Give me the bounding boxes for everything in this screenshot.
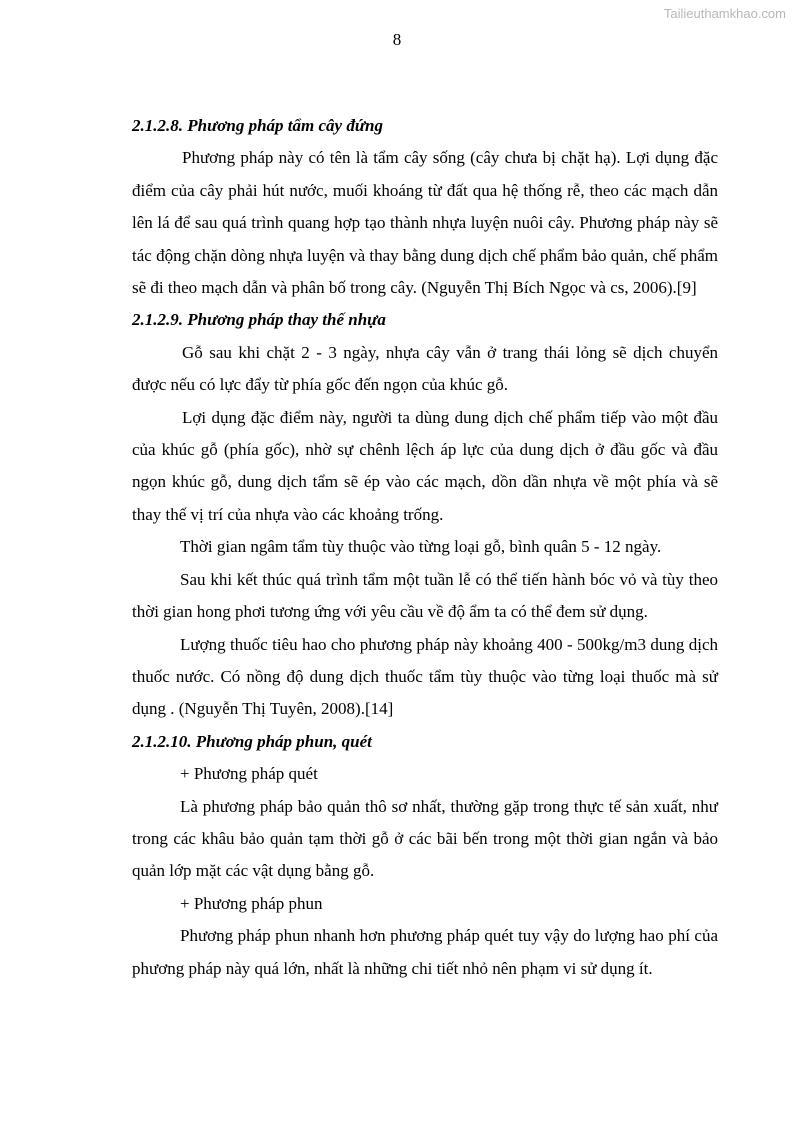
paragraph: Lợi dụng đặc điểm này, người ta dùng dung dịch chế phẩm tiếp vào một đầu của khúc gỗ (phía gốc), nhờ sự chênh lệch áp lực của dung dịch ở đầu gốc và đầu ngọn khúc gỗ, dung dịch tẩm sẽ ép vào các mạch, dồn dần nhựa về một phía và sẽ thay thế vị trí của nhựa vào các khoảng trống.: [132, 407, 718, 524]
section-heading-2-1-2-10: 2.1.2.10. Phương pháp phun, quét: [132, 731, 372, 751]
paragraph: Sau khi kết thúc quá trình tẩm một tuần lễ có thể tiến hành bóc vỏ và tùy theo thời gian hong phơi tương ứng với yêu cầu về độ ẩm ta có thể đem sử dụng.: [132, 569, 718, 622]
paragraph: Là phương pháp bảo quản thô sơ nhất, thường gặp trong thực tế sản xuất, như trong các khâu bảo quản tạm thời gỗ ở các bãi bến trong một thời gian ngắn và bảo quản lớp mặt các vật dụng bằng gỗ.: [132, 796, 718, 881]
section-heading-2-1-2-9: 2.1.2.9. Phương pháp thay thế nhựa: [132, 310, 386, 330]
section-heading-2-1-2-8: 2.1.2.8. Phương pháp tẩm cây đứng: [132, 116, 383, 135]
list-item: + Phương pháp phun: [180, 893, 323, 913]
paragraph: Thời gian ngâm tẩm tùy thuộc vào từng loại gỗ, bình quân 5 - 12 ngày.: [180, 537, 662, 557]
list-item: + Phương pháp quét: [180, 764, 318, 784]
watermark: Tailieuthamkhao.com: [663, 6, 786, 21]
paragraph: Lượng thuốc tiêu hao cho phương pháp này khoảng 400 - 500kg/m3 dung dịch thuốc nước. Có nồng độ dung dịch thuốc tẩm tùy thuộc vào từng loại thuốc mà sử dụng . (Nguyễn Thị Tuyên, 2008).[14]: [132, 634, 718, 719]
paragraph: Gỗ sau khi chặt 2 - 3 ngày, nhựa cây vẫn ở trang thái lỏng sẽ dịch chuyển được nếu có lực đẩy từ phía gốc đến ngọn của khúc gỗ.: [132, 342, 718, 395]
paragraph: Phương pháp này có tên là tẩm cây sống (cây chưa bị chặt hạ). Lợi dụng đặc điểm của cây phải hút nước, muối khoáng từ đất qua hệ thống rễ, theo các mạch dẫn lên lá để sau quá trình quang hợp tạo thành nhựa luyện nuôi cây. Phương pháp này sẽ tác động chặn dòng nhựa luyện và thay bằng dung dịch chế phẩm bảo quản, chế phẩm sẽ đi theo mạch dẫn và phân bố trong cây. (Nguyễn Thị Bích Ngọc và cs, 2006).[9]: [132, 148, 718, 298]
document-body: [132, 110, 718, 985]
page-number: 8: [392, 30, 402, 49]
paragraph: Phương pháp phun nhanh hơn phương pháp quét tuy vậy do lượng hao phí của phương pháp này quá lớn, nhất là những chi tiết nhỏ nên phạm vi sử dụng ít.: [132, 926, 718, 978]
